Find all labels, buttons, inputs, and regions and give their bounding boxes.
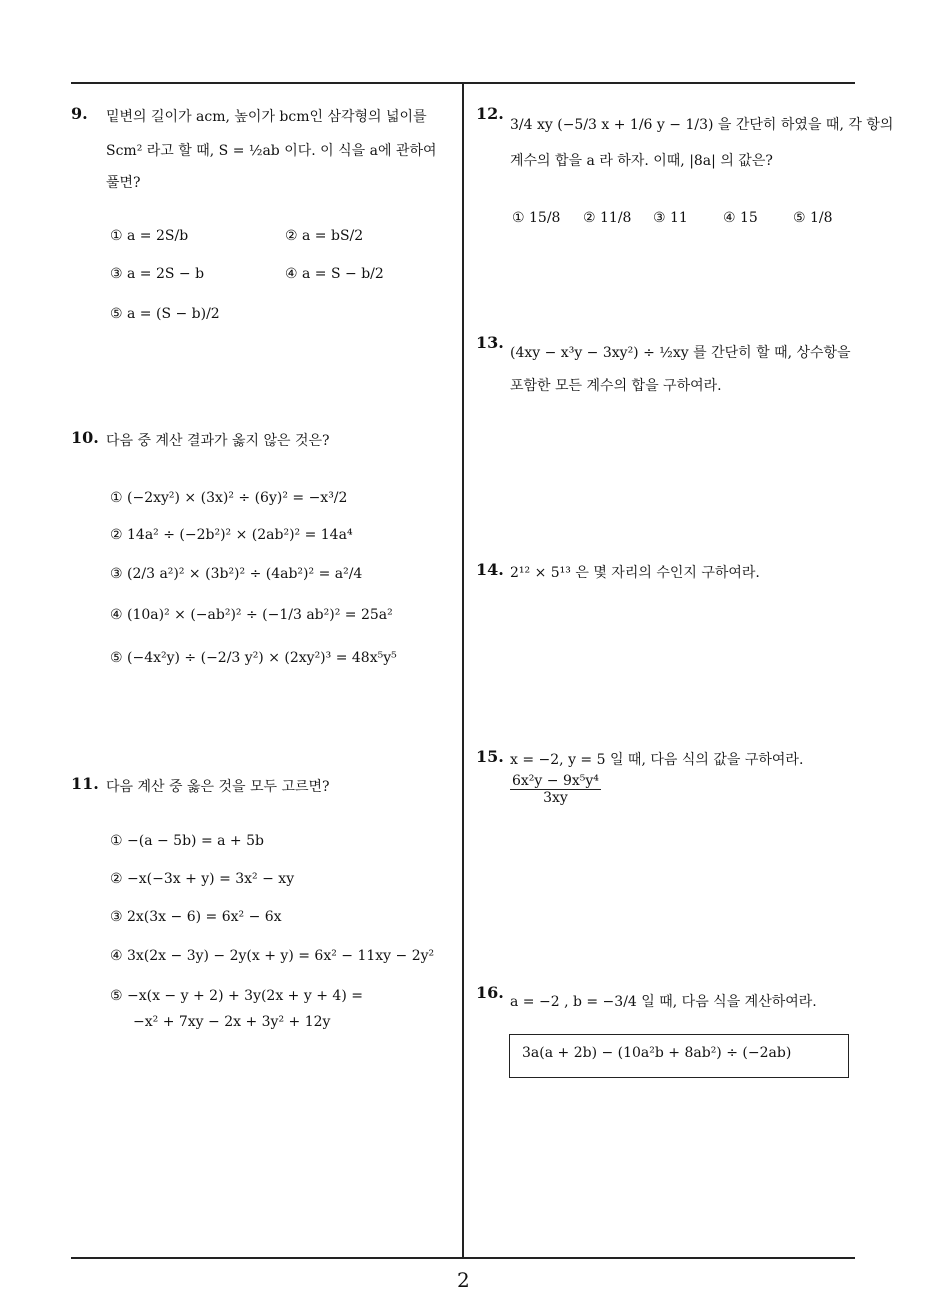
question-number: 16.: [476, 983, 504, 1002]
page-number: 2: [457, 1268, 470, 1292]
choice-1[interactable]: ① 15/8: [512, 210, 561, 226]
choice-4[interactable]: ④ 3x(2x − 3y) − 2y(x + y) = 6x² − 11xy − 2y²: [110, 948, 435, 964]
question-number: 9.: [71, 104, 88, 123]
choice-2[interactable]: ② 11/8: [583, 210, 632, 226]
question-text-line-2: Scm² 라고 할 때, S = ½ab 이다. 이 식을 a에 관하여: [106, 143, 437, 159]
choice-3[interactable]: ③ 11: [653, 210, 688, 226]
question-number: 10.: [71, 428, 99, 447]
choice-1[interactable]: ① −(a − 5b) = a + 5b: [110, 833, 264, 849]
question-text-line-2: 계수의 합을 a 라 하자. 이때, |8a| 의 값은?: [510, 153, 773, 169]
choice-2[interactable]: ② a = bS/2: [285, 228, 364, 244]
question-text-line-1: (4xy − x³y − 3xy²) ÷ ½xy 를 간단히 할 때, 상수항을: [510, 345, 851, 361]
choice-3[interactable]: ③ (2/3 a²)² × (3b²)² ÷ (4ab²)² = a²/4: [110, 566, 363, 582]
question-text-line-2: 포함한 모든 계수의 합을 구하여라.: [510, 378, 722, 394]
fraction-denominator: 3xy: [543, 790, 568, 806]
question-text: 2¹² × 5¹³ 은 몇 자리의 수인지 구하여라.: [510, 565, 760, 581]
choice-3[interactable]: ③ a = 2S − b: [110, 266, 205, 282]
choice-3[interactable]: ③ 2x(3x − 6) = 6x² − 6x: [110, 909, 282, 925]
question-number: 11.: [71, 774, 99, 793]
question-text: a = −2 , b = −3/4 일 때, 다음 식을 계산하여라.: [510, 994, 817, 1010]
column-divider: [462, 82, 464, 1258]
choice-1[interactable]: ① (−2xy²) × (3x)² ÷ (6y)² = −x³/2: [110, 490, 348, 506]
choice-5[interactable]: ⑤ (−4x²y) ÷ (−2/3 y²) × (2xy²)³ = 48x⁵y⁵: [110, 650, 397, 666]
choice-5[interactable]: ⑤ −x(x − y + 2) + 3y(2x + y + 4) =: [110, 988, 363, 1004]
question-text: 다음 중 계산 결과가 옳지 않은 것은?: [106, 433, 330, 449]
choice-2[interactable]: ② 14a² ÷ (−2b²)² × (2ab²)² = 14a⁴: [110, 527, 353, 543]
question-number: 14.: [476, 560, 504, 579]
expression-box: 3a(a + 2b) − (10a²b + 8ab²) ÷ (−2ab): [509, 1034, 849, 1078]
choice-4[interactable]: ④ a = S − b/2: [285, 266, 384, 282]
choice-1[interactable]: ① a = 2S/b: [110, 228, 189, 244]
fraction-numerator: 6x²y − 9x⁵y⁴: [512, 773, 599, 789]
choice-5[interactable]: ⑤ a = (S − b)/2: [110, 306, 220, 322]
question-text: 다음 계산 중 옳은 것을 모두 고르면?: [106, 779, 330, 795]
choice-5-continuation: −x² + 7xy − 2x + 3y² + 12y: [133, 1014, 331, 1030]
choice-4[interactable]: ④ 15: [723, 210, 758, 226]
question-number: 13.: [476, 333, 504, 352]
bottom-rule: [71, 1257, 855, 1259]
question-text-line-1: 3/4 xy (−5/3 x + 1/6 y − 1/3) 을 간단히 하였을 때, 각 항의: [510, 117, 894, 133]
question-text-line-3: 풀면?: [106, 175, 141, 191]
choice-4[interactable]: ④ (10a)² × (−ab²)² ÷ (−1/3 ab²)² = 25a²: [110, 607, 393, 623]
choice-2[interactable]: ② −x(−3x + y) = 3x² − xy: [110, 871, 295, 887]
expression-fraction: [510, 773, 601, 806]
question-text-line-1: 밑변의 길이가 acm, 높이가 bcm인 삼각형의 넓이를: [106, 109, 427, 125]
choice-5[interactable]: ⑤ 1/8: [793, 210, 833, 226]
question-number: 15.: [476, 747, 504, 766]
question-text: x = −2, y = 5 일 때, 다음 식의 값을 구하여라.: [510, 752, 804, 768]
question-number: 12.: [476, 104, 504, 123]
